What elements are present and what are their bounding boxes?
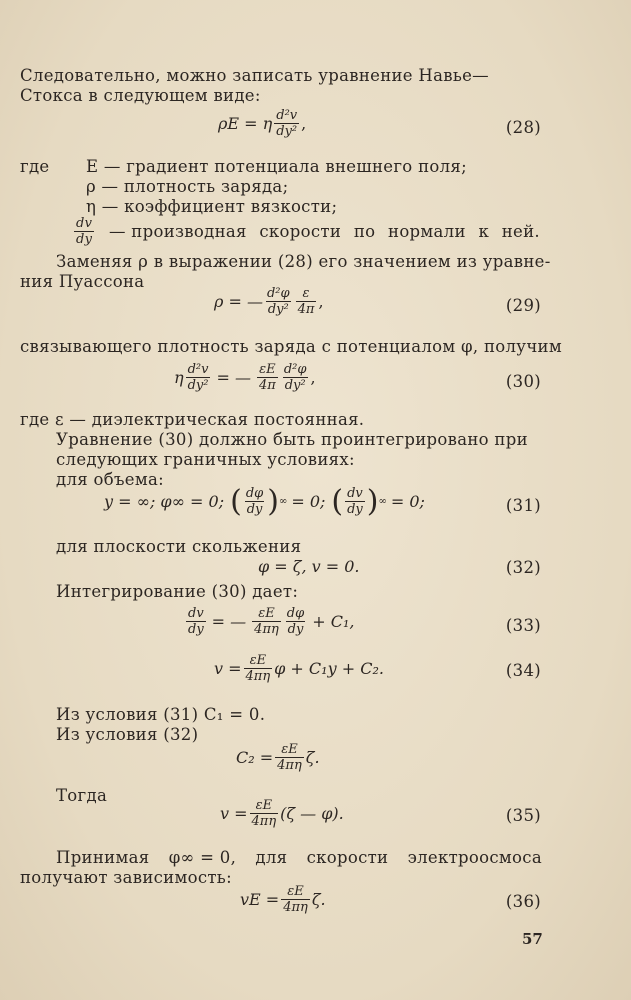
equation-number-36: (36) <box>505 892 541 911</box>
definition-E: E — градиент потенциала внешнего поля; <box>86 157 467 176</box>
eq28-fraction: $\frac{\text{d²v}}{\text{dy²}}$ <box>276 108 298 139</box>
equation-34: v = $\frac{\varepsilon E}{4\pi\eta}$ φ + C₁y + C₂. <box>214 653 384 684</box>
page-number: 57 <box>522 930 543 948</box>
paragraph-uslov-31: Из условия (31) C₁ = 0. <box>56 705 266 724</box>
equation-number-28: (28) <box>505 118 541 137</box>
paragraph-zamenyaya: Заменяя ρ в выражении (28) его значением из уравне- <box>56 252 551 271</box>
eq28-lhs: ρE = η <box>218 114 273 133</box>
definition-dv: $\frac{dv}{dy}$ — производная скорости по нормали к ней. <box>76 216 540 247</box>
equation-number-35: (35) <box>505 806 541 825</box>
equation-30: η $\frac{\text{d²v}}{\text{dy²}}$ = — $\frac{\varepsilon E}{4\pi}$ $\frac{\text{d²φ}}{\text{dy²}}$ , <box>174 362 316 393</box>
equation-35: v = $\frac{\varepsilon E}{4\pi\eta}$ (ζ — φ). <box>220 798 344 829</box>
paragraph-line-2: Стокса в следующем виде: <box>20 86 261 105</box>
equation-32: φ = ζ, v = 0. <box>258 557 360 576</box>
paragraph-integ30: Интегрирование (30) дает: <box>56 582 299 601</box>
definition-eta: η — коэффициент вязкости; <box>86 197 338 216</box>
equation-number-33: (33) <box>505 616 541 635</box>
equation-31: y = ∞; φ∞ = 0; ( $\frac{d\varphi}{dy}$ ) ∞ = 0; ( $\frac{dv}{dy}$ ) ∞ = 0; <box>104 483 425 519</box>
equation-c2: C₂ = $\frac{\varepsilon E}{4\pi\eta}$ ζ. <box>236 742 320 773</box>
paragraph-puasson: ния Пуассона <box>20 272 145 291</box>
paragraph-dielectric: где ε — диэлектрическая постоянная. <box>20 410 365 429</box>
equation-number-34: (34) <box>505 661 541 680</box>
equation-number-30: (30) <box>505 372 541 391</box>
equation-28: ρE = η $\frac{\text{d²v}}{\text{dy²}}$ , <box>218 108 307 139</box>
equation-29: ρ = — $\frac{\text{d²φ}}{\text{dy²}}$ $\frac{\varepsilon}{4\pi}$ , <box>214 286 324 317</box>
paragraph-line-1 <box>20 66 540 86</box>
paragraph-integ-1: Уравнение (30) должно быть проинтегрировано при <box>56 430 528 449</box>
equation-number-31: (31) <box>505 496 541 515</box>
paragraph-obem: для объема: <box>56 470 164 489</box>
paragraph-plosk: для плоскости скольжения <box>56 537 302 556</box>
equation-36: vE = $\frac{\varepsilon E}{4\pi\eta}$ ζ. <box>240 884 326 915</box>
paragraph-svyaz: связывающего плотность заряда с потенциалом φ, получим <box>20 337 562 356</box>
where-label: где <box>20 157 50 176</box>
paragraph-uslov-32: Из условия (32) <box>56 725 199 744</box>
equation-33: $\frac{dv}{dy}$ = — $\frac{\varepsilon E}{4\pi\eta}$ $\frac{d\varphi}{dy}$ + C₁, <box>188 606 355 637</box>
paragraph-integ-2: следующих граничных условиях: <box>56 450 355 469</box>
paragraph-poluch: получают зависимость: <box>20 868 232 887</box>
equation-number-32: (32) <box>505 558 541 577</box>
paragraph-prinimaya: Принимая φ∞ = 0, для скорости электроосмоса <box>56 848 542 867</box>
text-line: Следовательно, можно записать уравнение Навье— <box>20 66 489 85</box>
paragraph-togda: Тогда <box>56 786 108 805</box>
definition-rho: ρ — плотность заряда; <box>86 177 289 196</box>
equation-number-29: (29) <box>505 296 541 315</box>
dv-dy-fraction: $\frac{dv}{dy}$ <box>76 216 93 247</box>
